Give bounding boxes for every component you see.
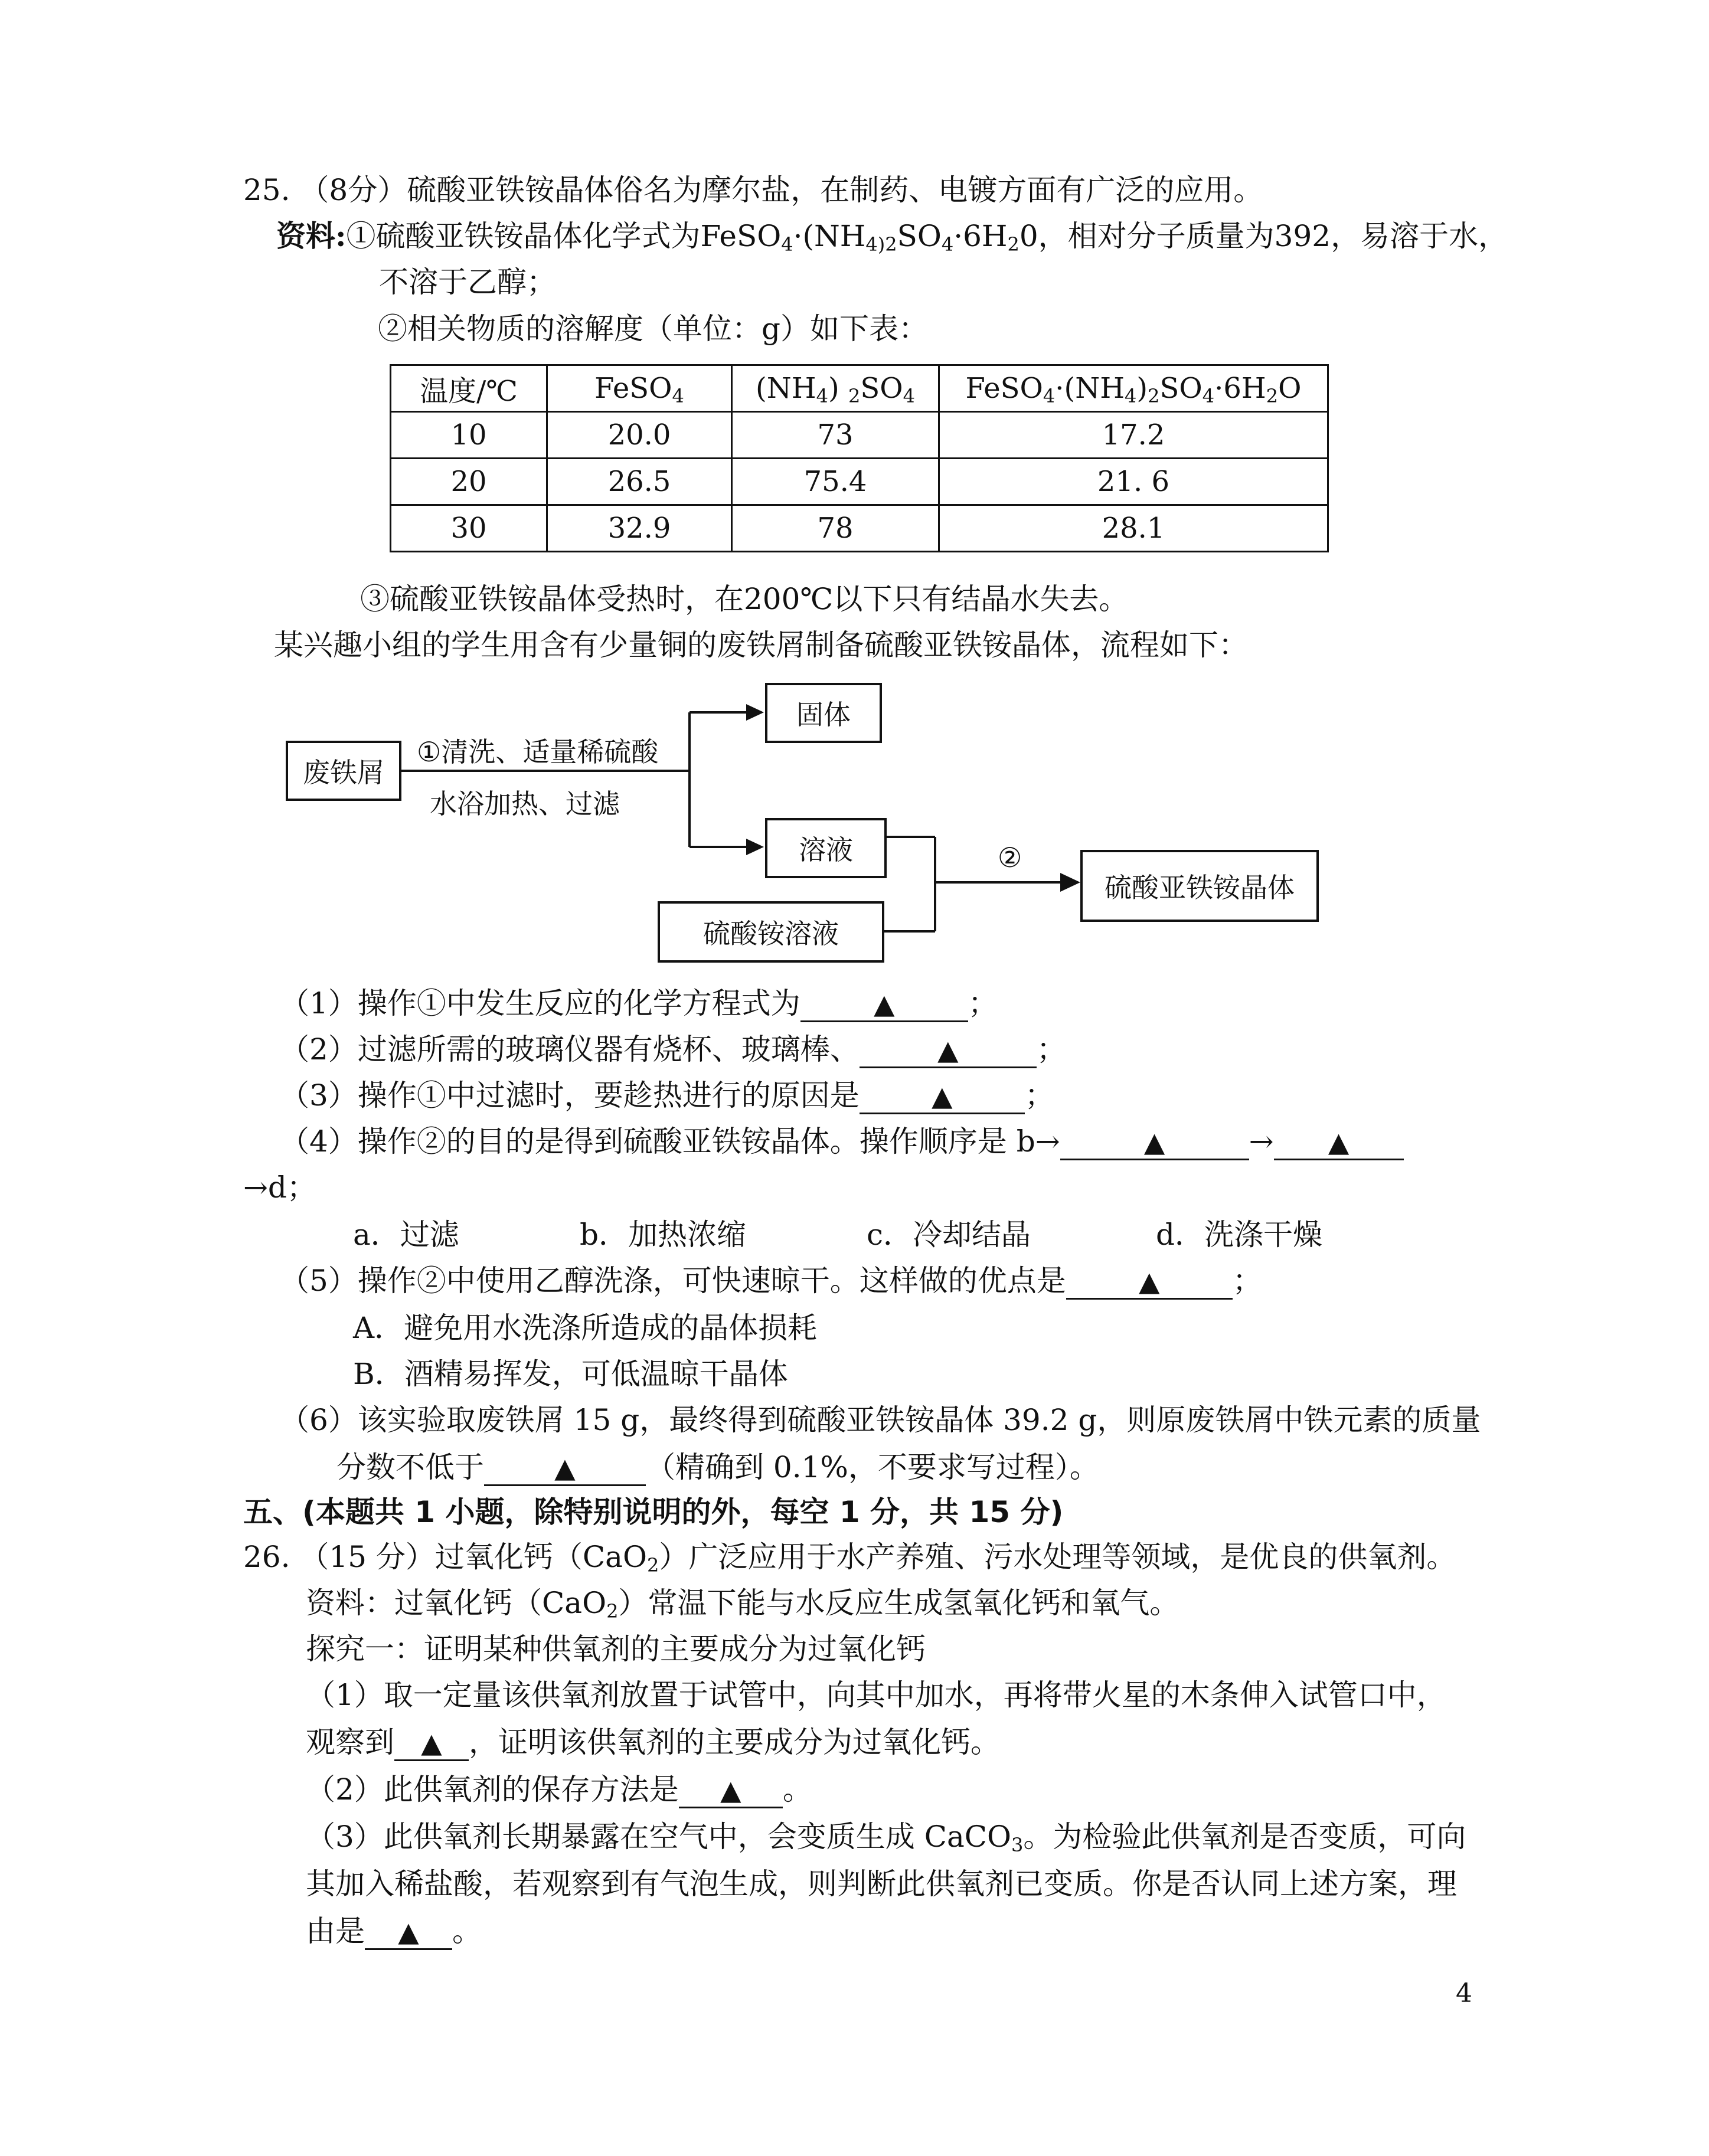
- q26-sub3-line1: （3）此供氧剂长期暴露在空气中，会变质生成 CaCO$_3$。为检验此供氧剂是否变质，可向: [306, 1820, 1466, 1856]
- flow-step1-line2: 水浴加热、过滤: [430, 788, 620, 820]
- answer-blank[interactable]: ▲: [679, 1773, 783, 1808]
- q25-sub2: （2）过滤所需的玻璃仪器有烧杯、玻璃棒、 ▲ ；: [280, 1032, 1066, 1068]
- q25-title: 25. （8分）硫酸亚铁铵晶体俗名为摩尔盐，在制药、电镀方面有广泛的应用。: [243, 173, 1263, 207]
- flow-solution-box: 溶液: [765, 818, 887, 878]
- q25-sub5-B: B．酒精易挥发，可低温晾干晶体: [353, 1357, 788, 1391]
- answer-blank[interactable]: ▲: [800, 987, 968, 1022]
- q25-sub4: （4）操作②的目的是得到硫酸亚铁铵晶体。操作顺序是 b→ ▲ → ▲: [280, 1124, 1404, 1160]
- answer-blank[interactable]: ▲: [860, 1079, 1025, 1114]
- answer-blank[interactable]: ▲: [860, 1033, 1037, 1068]
- q25-option-d: d．洗涤干燥: [1156, 1218, 1323, 1252]
- answer-blank[interactable]: ▲: [1066, 1264, 1233, 1300]
- flow-step2-label: ②: [998, 842, 1022, 873]
- q26-info: 资料：过氧化钙（CaO$_2$）常温下能与水反应生成氢氧化钙和氧气。: [306, 1586, 1179, 1622]
- flow-start-box: 废铁屑: [286, 741, 401, 801]
- answer-blank[interactable]: ▲: [394, 1726, 469, 1761]
- q25-sub1: （1）操作①中发生反应的化学方程式为 ▲ ；: [280, 986, 998, 1022]
- table-row: 20 26.5 75.4 21. 6: [391, 459, 1328, 505]
- q25-sub3: （3）操作①中过滤时，要趁热进行的原因是 ▲ ；: [280, 1078, 1054, 1114]
- q25-option-a: a．过滤: [353, 1218, 459, 1252]
- q26-sub3-line2: 其加入稀盐酸，若观察到有气泡生成，则判断此供氧剂已变质。你是否认同上述方案，理: [306, 1867, 1457, 1901]
- q25-sub6-line1: （6）该实验取废铁屑 15 g，最终得到硫酸亚铁铵晶体 39.2 g，则原废铁屑中铁元素的质量: [280, 1403, 1481, 1437]
- answer-blank[interactable]: ▲: [1060, 1125, 1249, 1160]
- flow-solid-box: 固体: [765, 683, 882, 743]
- section-heading: 五、(本题共 1 小题，除特别说明的外，每空 1 分，共 15 分): [243, 1495, 1064, 1529]
- q25-info2: ②相关物质的溶解度（单位：g）如下表：: [378, 312, 929, 346]
- info-label: 资料:: [276, 218, 347, 253]
- header-salt: $FeSO_4\cdot(NH_4)_2SO_4\cdot 6H_2O$: [939, 365, 1328, 412]
- q25-intro: 某兴趣小组的学生用含有少量铜的废铁屑制备硫酸亚铁铵晶体，流程如下：: [274, 628, 1248, 662]
- q25-info1: 资料:①硫酸亚铁铵晶体化学式为$FeSO_4\cdot(NH_{4)2}SO_4\cdot 6H_20$，相对分子质量为392，易溶于水，: [276, 218, 1508, 256]
- q26-title: 26. （15 分）过氧化钙（CaO$_2$）广泛应用于水产养殖、污水处理等领域，是优良的供氧剂。: [243, 1540, 1456, 1576]
- q26-sub1-line1: （1）取一定量该供氧剂放置于试管中，向其中加水，再将带火星的木条伸入试管口中，: [306, 1678, 1446, 1712]
- q25-option-b: b．加热浓缩: [580, 1218, 747, 1252]
- page-number: 4: [1456, 1978, 1472, 2008]
- q26-sub1-line2: 观察到 ▲ ，证明该供氧剂的主要成分为过氧化钙。: [306, 1725, 1000, 1761]
- table-row: 10 20.0 73 17.2: [391, 412, 1328, 459]
- flow-product-box: 硫酸亚铁铵晶体: [1080, 850, 1319, 922]
- q25-info3: ③硫酸亚铁铵晶体受热时，在200℃以下只有结晶水失去。: [360, 582, 1129, 616]
- q25-option-c: c．冷却结晶: [867, 1218, 1031, 1252]
- answer-blank[interactable]: ▲: [1274, 1125, 1404, 1160]
- flow-ammonium-box: 硫酸铵溶液: [658, 901, 884, 963]
- q26-sub2: （2）此供氧剂的保存方法是 ▲ 。: [306, 1772, 812, 1808]
- answer-blank[interactable]: ▲: [365, 1915, 452, 1950]
- header-temp: 温度/℃: [391, 365, 547, 412]
- q25-info1-line2: 不溶于乙醇；: [379, 265, 556, 299]
- header-nh4so4: $(NH_4)$ $_2SO_4$: [732, 365, 939, 412]
- q25-sub6-line2: 分数不低于 ▲ （精确到 0.1%，不要求写过程）。: [336, 1450, 1099, 1486]
- flow-step1-line1: ①清洗、适量稀硫酸: [417, 736, 659, 768]
- answer-blank[interactable]: ▲: [484, 1451, 646, 1486]
- q26-explore1: 探究一：证明某种供氧剂的主要成分为过氧化钙: [306, 1632, 926, 1666]
- q25-sub4-end: →d；: [243, 1170, 316, 1205]
- table-row: 30 32.9 78 28.1: [391, 505, 1328, 552]
- q25-sub5-A: A．避免用水洗涤所造成的晶体损耗: [353, 1311, 818, 1345]
- q26-sub3-line3: 由是 ▲ 。: [306, 1913, 482, 1950]
- q25-sub5: （5）操作②中使用乙醇洗涤，可快速晾干。这样做的优点是 ▲ ；: [280, 1263, 1262, 1300]
- header-feso4: FeSO$_4$: [547, 365, 732, 412]
